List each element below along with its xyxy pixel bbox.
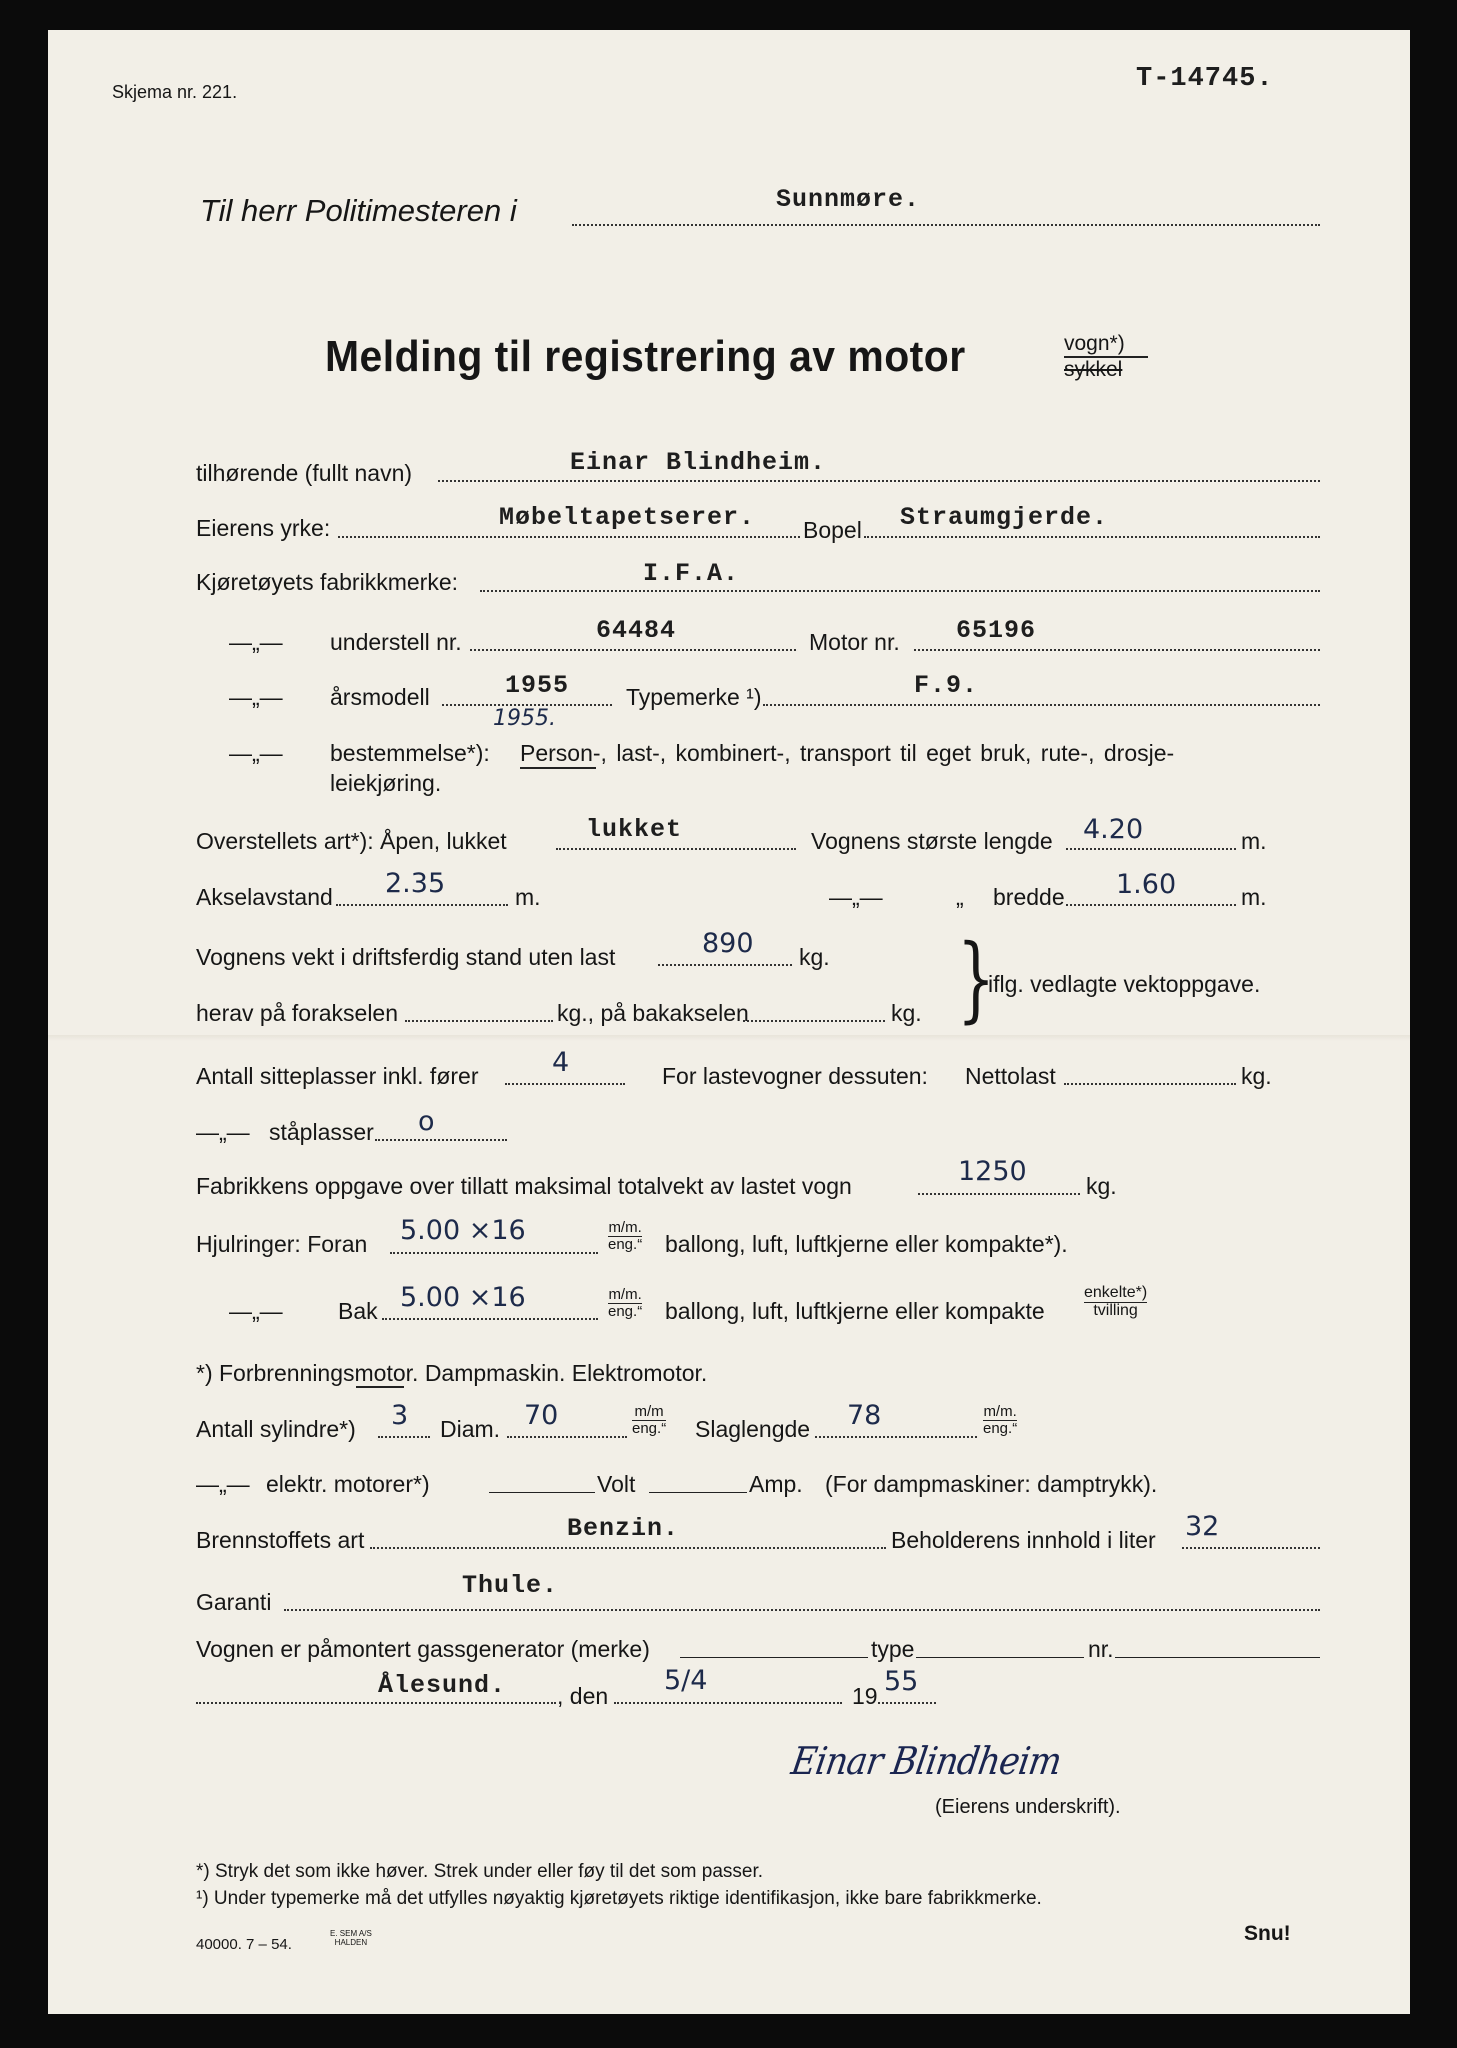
purpose-label: bestemmelse*): (330, 740, 490, 766)
form-page (48, 30, 1410, 2014)
type-value: F.9. (914, 671, 979, 700)
tank-value: 32 (1185, 1511, 1220, 1542)
reference-number: T-14745. (1136, 64, 1274, 94)
stroke-unit (983, 1404, 1017, 1437)
steam-pressure: (For dampmaskiner: damptrykk). (825, 1471, 1158, 1497)
diam-unit-bottom: eng.“ (632, 1419, 667, 1437)
make-line (480, 590, 1320, 592)
tires-rear-single: enkelte*) (1084, 1284, 1148, 1301)
purpose-prefix: —„— (229, 740, 283, 766)
fuel-label: Brennstoffets art (196, 1527, 365, 1553)
purpose-options-line2: leiekjøring. (330, 770, 442, 796)
owner-signature: Einar Blindheim (788, 1739, 1065, 1783)
tank-label: Beholderens innhold i liter (891, 1527, 1156, 1553)
chassis-prefix: —„— (229, 629, 283, 655)
tires-front-unit (608, 1220, 642, 1253)
electric-label: elektr. motorer*) (266, 1471, 430, 1497)
tires-front-label: Hjulringer: Foran (196, 1231, 368, 1257)
fuel-value: Benzin. (567, 1514, 680, 1543)
tank-line (1182, 1547, 1320, 1549)
standing-value: o (418, 1106, 435, 1137)
weight-unit: kg. (799, 944, 830, 970)
model-label: årsmodell (330, 684, 430, 710)
body-line (556, 848, 796, 850)
tires-rear-prefix: —„— (229, 1298, 283, 1324)
cylinders-value: 3 (391, 1400, 409, 1431)
model-value: 1955 (505, 671, 570, 700)
cylinders-line (378, 1436, 430, 1438)
tires-rear-unit-top: m/m. (608, 1286, 642, 1303)
date-label: , den (557, 1683, 609, 1709)
gas-type-label: type (871, 1636, 915, 1662)
printer-mark (330, 1930, 372, 1948)
volt-line (489, 1492, 595, 1493)
purpose-person-underline (520, 767, 596, 769)
printer-city: HALDEN (334, 1937, 368, 1947)
stroke-line (815, 1436, 977, 1438)
title-option-sykkel: sykkel (1064, 358, 1123, 381)
year-line (878, 1702, 936, 1704)
tires-rear-unit-bottom: eng.“ (608, 1302, 643, 1320)
volt-label: Volt (597, 1471, 636, 1497)
width-line (1066, 904, 1236, 906)
length-label: Vognens største lengde (811, 828, 1053, 854)
place-line (196, 1702, 556, 1704)
title-option-vogn: vogn*) (1064, 332, 1125, 355)
fold-line (48, 1035, 1410, 1041)
owner-label: tilhørende (fullt navn) (196, 460, 413, 486)
weight-label: Vognens vekt i driftsferdig stand uten last (196, 944, 616, 970)
tires-rear-options: ballong, luft, luftkjerne eller kompakte (665, 1298, 1045, 1324)
wheelbase-value: 2.35 (385, 868, 446, 899)
gas-nr-line (1115, 1657, 1320, 1658)
net-load-label: Nettolast (965, 1063, 1056, 1089)
width-label: bredde (993, 884, 1065, 910)
motor-value: 65196 (956, 616, 1037, 645)
tires-front-options: ballong, luft, luftkjerne eller kompakte*). (665, 1231, 1068, 1257)
tires-rear-mount (1084, 1285, 1147, 1320)
garage-label: Garanti (196, 1589, 272, 1615)
width-prefix: —„— (829, 884, 883, 910)
engine-type-underline (356, 1386, 404, 1388)
weight-line (658, 964, 792, 966)
max-weight-unit: kg. (1086, 1173, 1117, 1199)
front-axle-line (405, 1020, 553, 1022)
footnote-1: *) Stryk det som ikke høver. Strek under eller føy til det som passer. (196, 1861, 764, 1882)
length-unit: m. (1241, 828, 1267, 854)
width-value: 1.60 (1116, 869, 1177, 900)
diam-label: Diam. (440, 1416, 501, 1442)
schema-number: Skjema nr. 221. (112, 82, 238, 102)
diam-unit (632, 1404, 666, 1437)
length-line (1066, 848, 1236, 850)
motor-label: Motor nr. (809, 629, 900, 655)
tires-rear-unit (608, 1287, 642, 1320)
freight-label: For lastevogner dessuten: (662, 1063, 928, 1089)
weight-brace: } (957, 925, 996, 1034)
garage-line (284, 1609, 1320, 1611)
tires-front-unit-top: m/m. (608, 1219, 642, 1236)
tires-rear-label: Bak (338, 1298, 378, 1324)
stroke-unit-bottom: eng.“ (983, 1419, 1018, 1437)
stroke-value: 78 (847, 1400, 882, 1431)
footnote-2: ¹) Under typemerke må det utfylles nøyaktig kjøretøyets riktige identifikasjon, ikke bare fabrikkmerke. (196, 1888, 1042, 1909)
occupation-label: Eierens yrke: (196, 515, 331, 541)
diam-unit-top: m/m (632, 1404, 666, 1421)
fuel-line (370, 1547, 886, 1549)
addressee-line (572, 224, 1320, 226)
model-handwritten: 1955. (493, 706, 556, 731)
gas-make-line (680, 1657, 868, 1658)
standing-line (375, 1139, 507, 1141)
residence-label: Bopel (803, 517, 862, 543)
standing-prefix: —„— (196, 1119, 250, 1145)
gas-label: Vognen er påmontert gassgenerator (merke) (196, 1636, 650, 1662)
front-axle-label: herav på forakselen (196, 1000, 399, 1026)
date-value: 5/4 (664, 1665, 708, 1696)
garage-value: Thule. (462, 1571, 559, 1600)
turn-over: Snu! (1244, 1922, 1291, 1945)
seats-label: Antall sitteplasser inkl. fører (196, 1063, 479, 1089)
standing-label: ståplasser (269, 1119, 374, 1145)
chassis-value: 64484 (596, 616, 677, 645)
occupation-value: Møbeltapetserer. (499, 503, 756, 532)
make-label: Kjøretøyets fabrikkmerke: (196, 569, 458, 595)
engine-type: *) Forbrenningsmotor. Dampmaskin. Elektromotor. (196, 1360, 708, 1386)
residence-line (864, 536, 1320, 538)
stroke-label: Slaglengde (695, 1416, 811, 1442)
amp-label: Amp. (749, 1471, 803, 1497)
owner-line (438, 480, 1320, 482)
tires-front-unit-bottom: eng.“ (608, 1235, 643, 1253)
body-label: Overstellets art*): Åpen, lukket (196, 828, 507, 854)
rear-axle-line (743, 1020, 885, 1022)
type-line (763, 704, 1320, 706)
wheelbase-label: Akselavstand (196, 884, 333, 910)
tires-rear-value: 5.00 ×16 (400, 1282, 526, 1313)
owner-name: Einar Blindheim. (570, 448, 827, 477)
tires-rear-line (382, 1318, 598, 1320)
length-value: 4.20 (1083, 814, 1144, 845)
chassis-label: understell nr. (330, 629, 462, 655)
motor-line (914, 649, 1320, 651)
diam-value: 70 (524, 1400, 559, 1431)
gas-nr-label: nr. (1088, 1636, 1114, 1662)
stroke-unit-top: m/m. (983, 1403, 1017, 1420)
rear-axle-unit: kg. (891, 1000, 922, 1026)
form-title: Melding til registrering av motor (325, 332, 966, 381)
residence-value: Straumgjerde. (900, 503, 1109, 532)
model-prefix: —„— (229, 684, 283, 710)
place-value: Ålesund. (378, 1671, 507, 1700)
width-unit: m. (1241, 884, 1267, 910)
front-axle-unit: kg., på bakakselen (557, 1000, 749, 1026)
addressee-value: Sunnmøre. (776, 185, 921, 214)
date-line (614, 1702, 842, 1704)
weight-note: iflg. vedlagte vektoppgave. (988, 971, 1261, 997)
wheelbase-line (336, 904, 508, 906)
tires-rear-twin: tvilling (1093, 1301, 1138, 1319)
max-weight-value: 1250 (958, 1156, 1027, 1187)
width-comma: „ (956, 884, 964, 910)
wheelbase-unit: m. (515, 884, 541, 910)
print-code: 40000. 7 – 54. (196, 1936, 292, 1953)
seats-line (505, 1083, 625, 1085)
year-prefix: 19 (852, 1683, 878, 1709)
signature-label: (Eierens underskrift). (935, 1796, 1121, 1818)
cylinders-label: Antall sylindre*) (196, 1416, 356, 1442)
make-value: I.F.A. (643, 559, 740, 588)
electric-prefix: —„— (196, 1471, 250, 1497)
occupation-line (338, 536, 800, 538)
addressee-label: Til herr Politimesteren i (200, 193, 517, 228)
seats-value: 4 (552, 1047, 570, 1078)
amp-line (649, 1492, 747, 1493)
year-value: 55 (884, 1666, 919, 1697)
net-load-line (1064, 1083, 1236, 1085)
type-label: Typemerke ¹) (626, 684, 762, 710)
tires-front-value: 5.00 ×16 (400, 1215, 526, 1246)
diam-line (507, 1436, 627, 1438)
tires-front-line (390, 1252, 598, 1254)
weight-value: 890 (702, 928, 754, 959)
max-weight-label: Fabrikkens oppgave over tillatt maksimal totalvekt av lastet vogn (196, 1173, 852, 1199)
gas-type-line (916, 1657, 1084, 1658)
purpose-options: Person-, last-, kombinert-, transport til eget bruk, rute-, drosje- (520, 740, 1175, 766)
printer-name: E. SEM A/S (330, 1929, 372, 1938)
chassis-line (470, 649, 796, 651)
body-value: lukket (586, 815, 683, 844)
net-load-unit: kg. (1241, 1063, 1272, 1089)
max-weight-line (918, 1193, 1080, 1195)
